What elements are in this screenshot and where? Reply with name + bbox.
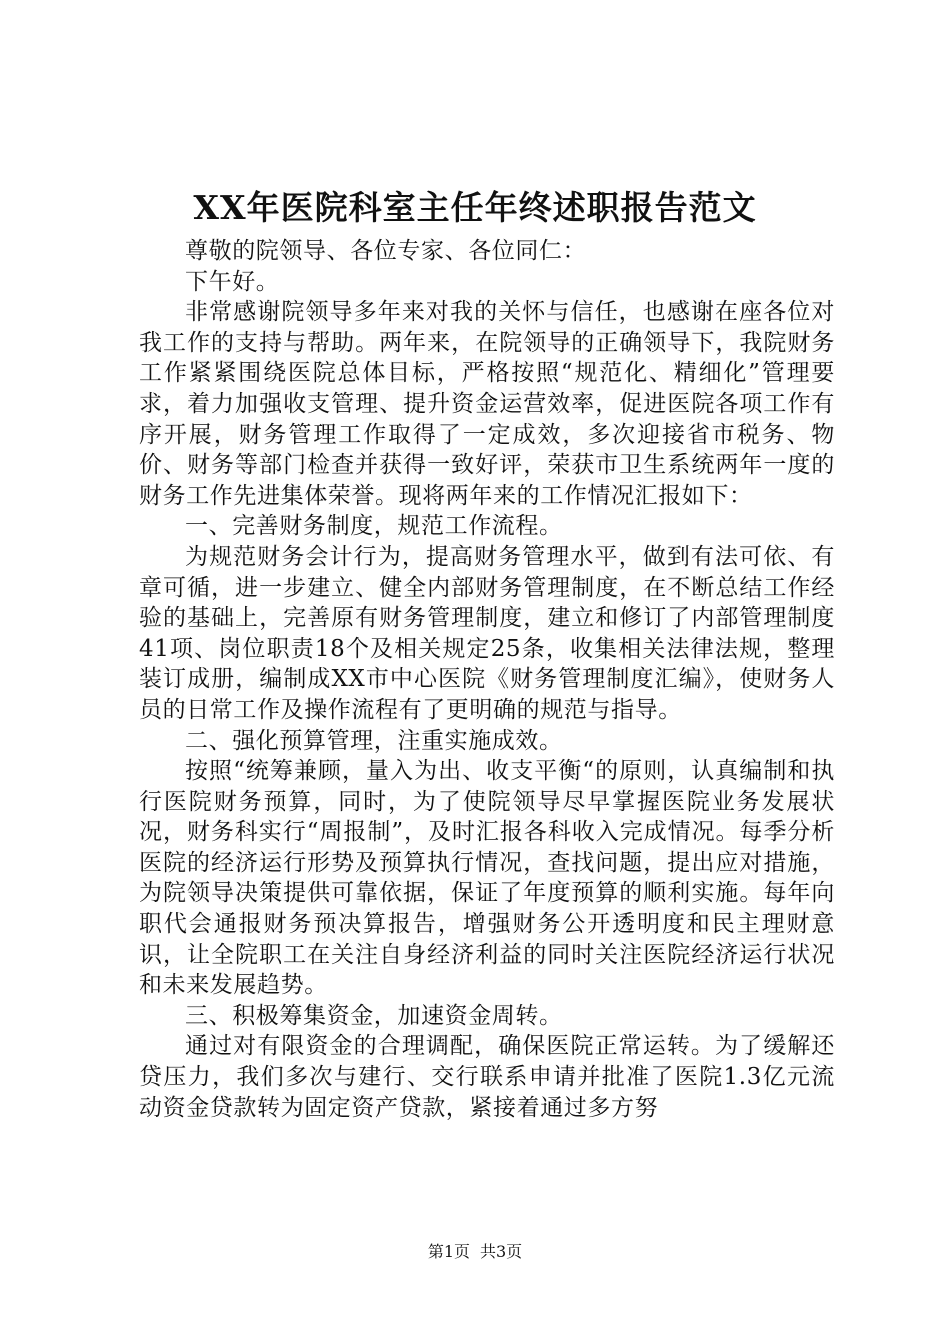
- intro-paragraph: 非常感谢院领导多年来对我的关怀与信任，也感谢在座各位对我工作的支持与帮助。两年来，在院领导的正确领导下，我院财务工作紧紧围绕医院总体目标，严格按照“规范化、精细化”管理要求，着力加强收支管理、提升资金运营效率，促进医院各项工作有序开展，财务管理工作取得了一定成效，多次迎接省市税务、物价、财务等部门检查并获得一致好评，荣获市卫生系统两年一度的财务工作先进集体荣誉。现将两年来的工作情况汇报如下：: [139, 299, 835, 509]
- page-footer: [0, 1240, 950, 1264]
- document-title: XX年医院科室主任年终述职报告范文: [193, 188, 757, 227]
- section-heading-1: 一、完善财务制度，规范工作流程。: [185, 513, 563, 540]
- greeting-paragraph: 下午好。: [185, 268, 280, 295]
- page-number: 第1页: [427, 1242, 470, 1261]
- section-heading-3: 三、积极筹集资金，加速资金周转。: [185, 1002, 563, 1029]
- section-body-1: 为规范财务会计行为，提高财务管理水平，做到有法可依、有章可循，进一步建立、健全内部财务管理制度，在不断总结工作经验的基础上，完善原有财务管理制度，建立和修订了内部管理制度41项、岗位职责18个及相关规定25条，收集相关法律法规，整理装订成册，编制成XX市中心医院《财务管理制度汇编》，使财务人员的日常工作及操作流程有了更明确的规范与指导。: [139, 543, 835, 723]
- section-heading-2: 二、强化预算管理，注重实施成效。: [185, 727, 563, 754]
- section-body-3: 通过对有限资金的合理调配，确保医院正常运转。为了缓解还贷压力，我们多次与建行、交行联系申请并批准了医院1.3亿元流动资金贷款转为固定资产贷款，紧接着通过多方努: [139, 1033, 835, 1121]
- section-body-2: 按照“统筹兼顾，量入为出、收支平衡“的原则，认真编制和执行医院财务预算，同时，为了使院领导尽早掌握医院业务发展状况，财务科实行“周报制”，及时汇报各科收入完成情况。每季分析医院的经济运行形势及预算执行情况，查找问题，提出应对措施，为院领导决策提供可靠依据，保证了年度预算的顺利实施。每年向职代会通报财务预决算报告，增强财务公开透明度和民主理财意识，让全院职工在关注自身经济利益的同时关注医院经济运行状况和未来发展趋势。: [139, 758, 835, 999]
- page-total: 共3页: [480, 1242, 523, 1261]
- document-body: [139, 236, 835, 1123]
- salutation-paragraph: 尊敬的院领导、各位专家、各位同仁：: [185, 238, 587, 264]
